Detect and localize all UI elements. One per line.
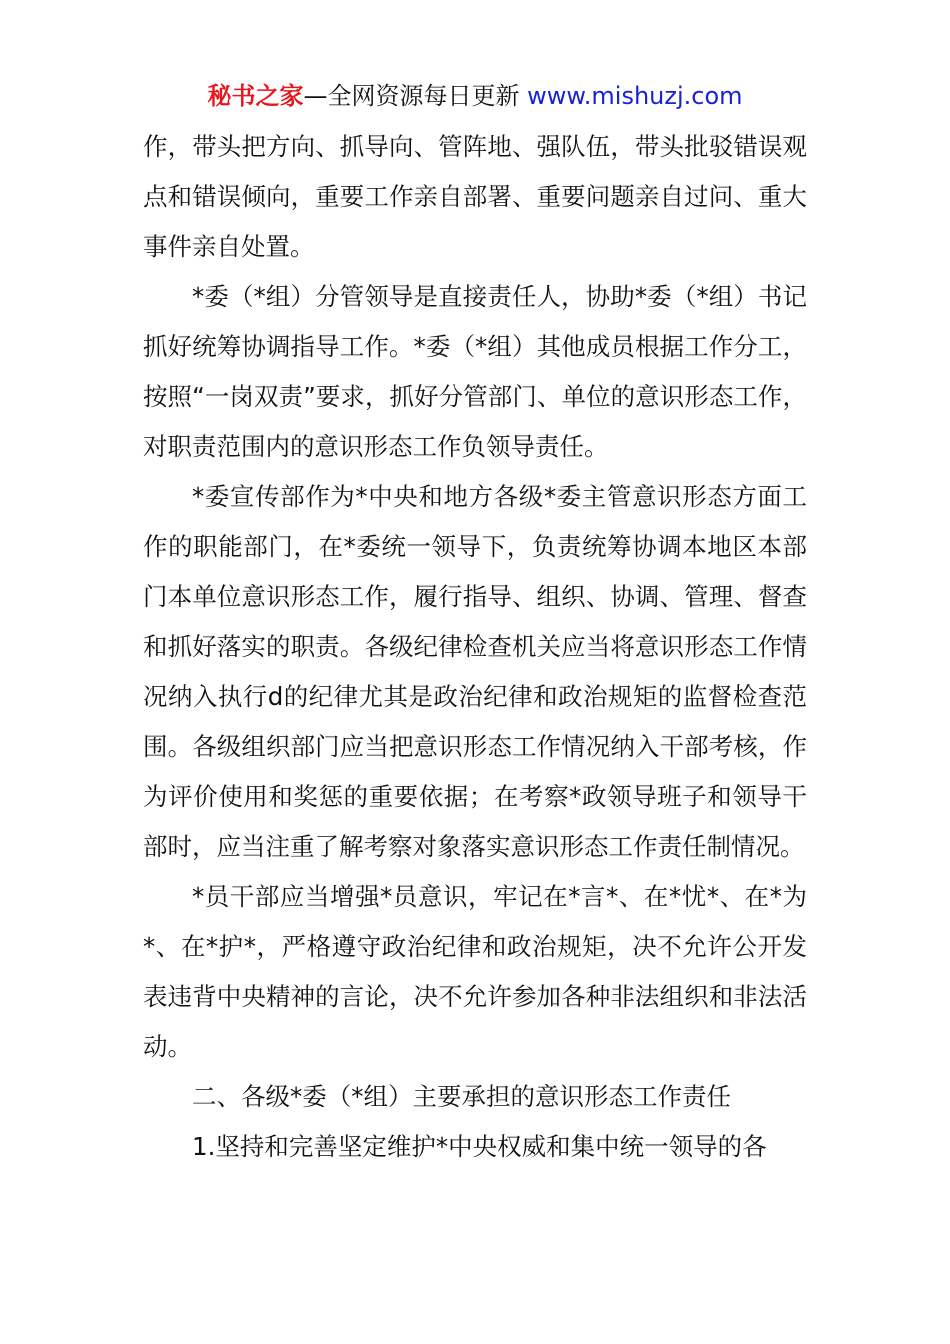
header-tagline: —全网资源每日更新: [303, 82, 520, 110]
paragraph-propaganda-department: *委宣传部作为*中央和地方各级*委主管意识形态方面工作的职能部门，在*委统一领导下，负责统筹协调本地区本部门本单位意识形态工作，履行指导、组织、协调、管理、督查和抓好落实的职责。各级纪律检查机关应当将意识形态工作情况纳入执行d的纪律尤其是政治纪律和政治规矩的监督检查范围。各级组织部门应当把意识形态工作情况纳入干部考核，作为评价使用和奖惩的重要依据；在考察*政领导班子和领导干部时，应当注重了解考察对象落实意识形态工作责任制情况。: [143, 482, 807, 861]
header-url[interactable]: www.mishuzj.com: [527, 82, 743, 110]
page-header: [0, 80, 950, 112]
list-item-1: 1.坚持和完善坚定维护*中央权威和集中统一领导的各: [192, 1132, 767, 1161]
paragraph-cadres: *员干部应当增强*员意识，牢记在*言*、在*忧*、在*为*、在*护*，严格遵守政治纪律和政治规矩，决不允许公开发表违背中央精神的言论，决不允许参加各种非法组织和非法活动。: [143, 882, 807, 1061]
header-brand: 秘书之家: [207, 82, 304, 110]
document-body: [143, 122, 807, 1172]
paragraph-deputy-leaders: *委（*组）分管领导是直接责任人，协助*委（*组）书记抓好统筹协调指导工作。*委（*组）其他成员根据工作分工，按照“一岗双责”要求，抓好分管部门、单位的意识形态工作，对职责范围内的意识形态工作负领导责任。: [143, 282, 807, 461]
paragraph-continuation: 作，带头把方向、抓导向、管阵地、强队伍，带头批驳错误观点和错误倾向，重要工作亲自部署、重要问题亲自过问、重大事件亲自处置。: [143, 132, 807, 261]
section-heading: 二、各级*委（*组）主要承担的意识形态工作责任: [192, 1082, 731, 1111]
